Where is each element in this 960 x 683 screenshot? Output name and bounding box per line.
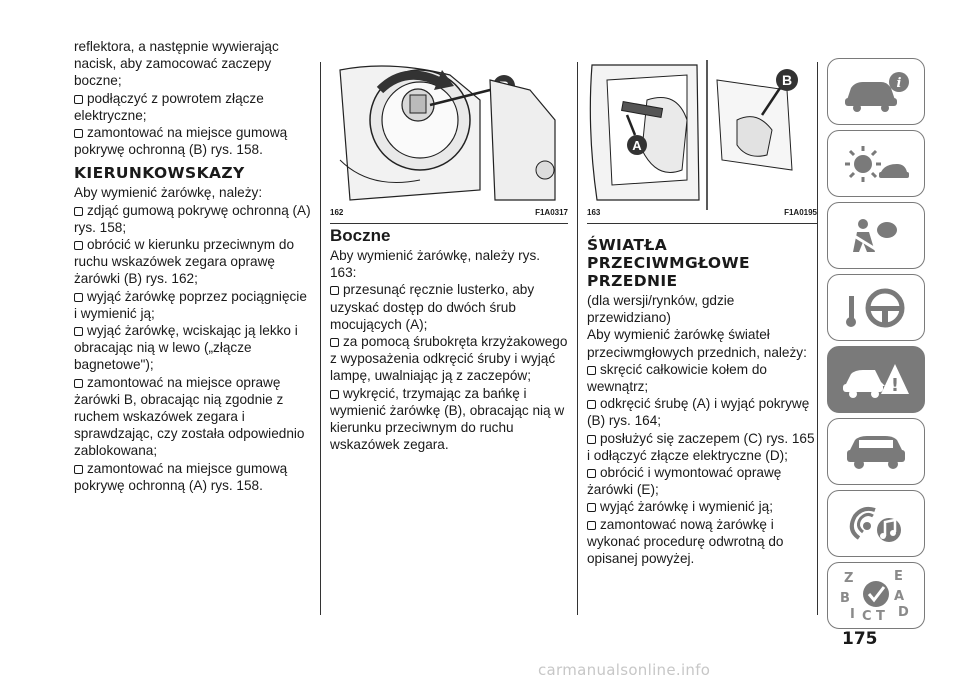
bullet-item: wykręcić, trzymając za bańkę i wymienić żarówkę (B), obracając nią w kierunku przeciwnym do ruchu wskazówek zegara.	[330, 385, 565, 453]
bullet-box-icon	[330, 338, 339, 347]
column-divider	[320, 62, 321, 615]
index-letter: C	[862, 608, 872, 624]
figure-code: F1A0317	[535, 207, 568, 217]
airbag-safety-icon	[841, 214, 911, 258]
intro-text: Aby wymienić żarówkę, należy rys. 163:	[330, 248, 541, 281]
tab-dashboard[interactable]	[827, 130, 925, 197]
index-letter: Z	[844, 570, 854, 586]
column-middle	[330, 60, 568, 453]
tab-index[interactable]	[827, 562, 925, 629]
car-info-icon	[841, 70, 911, 114]
bullet-box-icon	[74, 95, 83, 104]
bullet-box-icon	[74, 129, 83, 138]
bullet-item: skręcić całkowicie kołem do wewnątrz;	[587, 361, 767, 395]
multimedia-icon	[841, 502, 911, 546]
headlamp-bulb-illustration	[330, 60, 568, 210]
bullet-box-icon	[330, 286, 339, 295]
bullet-box-icon	[74, 327, 83, 336]
bullet-box-icon	[587, 366, 596, 375]
bullet-item: posłużyć się zaczepem (C) rys. 165 i odłączyć złącze elektryczne (D);	[587, 430, 815, 463]
side-mirror-lamp-illustration	[587, 60, 817, 210]
steering-key-icon	[841, 286, 911, 330]
bullet-item: obrócić w kierunku przeciwnym do ruchu wskazówek zegara oprawę żarówki (B) rys. 162;	[74, 237, 295, 287]
bullet-box-icon	[330, 390, 339, 399]
chapter-tabs	[827, 58, 925, 634]
index-letter: B	[840, 590, 850, 606]
dashboard-light-icon	[841, 142, 911, 186]
car-emergency-icon	[841, 358, 911, 402]
bullet-item: zamontować na miejsce gumową pokrywę ochronną (A) rys. 158.	[74, 460, 288, 493]
index-letter: E	[894, 568, 903, 584]
bullet-item: odkręcić śrubę (A) i wyjąć pokrywę (B) rys. 164;	[587, 396, 810, 429]
bullet-item: przesunąć ręcznie lusterko, aby uzyskać dostęp do dwóch śrub mocujących (A);	[330, 282, 535, 332]
bullet-box-icon	[587, 521, 596, 530]
intro-text: Aby wymienić żarówkę, należy:	[74, 185, 263, 201]
tab-knowing-the-car[interactable]	[827, 58, 925, 125]
bullet-box-icon	[74, 465, 83, 474]
bullet-item: za pomocą śrubokręta krzyżakowego z wyposażenia odkręcić śruby i wyjąć lampę, uwalniając ją z zaczepów;	[330, 334, 568, 384]
bullet-item: wyjąć żarówkę poprzez pociągnięcie i wymienić ją;	[74, 288, 307, 321]
bullet-item: zamontować nową żarówkę i wykonać procedurę odwrotną do opisanej powyżej.	[587, 516, 784, 567]
bullet-item: wyjąć żarówkę, wciskając ją lekko i obracając nią w lewo („złącze bagnetowe");	[74, 323, 298, 373]
figure-162	[330, 60, 568, 224]
bullet-item: zdjąć gumową pokrywę ochronną (A) rys. 158;	[74, 202, 311, 235]
column-divider	[577, 62, 578, 615]
index-letter: T	[876, 608, 885, 624]
figure-163	[587, 60, 817, 224]
bullet-item: podłączyć z powrotem złącze elektryczne;	[74, 90, 264, 123]
note-text: (dla wersji/rynków, gdzie przewidziano)	[587, 293, 735, 326]
index-letter: I	[850, 606, 855, 622]
figure-number: 163	[587, 207, 601, 217]
index-letter: A	[894, 588, 905, 604]
tab-in-an-emergency[interactable]	[827, 346, 925, 413]
index-letter: D	[898, 604, 909, 620]
section-heading-fog-lights: ŚWIATŁA PRZECIWMGŁOWE PRZEDNIE	[587, 236, 750, 290]
figure-code: F1A0195	[784, 207, 817, 217]
tab-maintenance[interactable]	[827, 418, 925, 485]
car-maintenance-icon	[841, 430, 911, 474]
section-heading-turn-signals: KIERUNKOWSKAZY	[74, 164, 245, 183]
bullet-box-icon	[587, 435, 596, 444]
tab-starting-driving[interactable]	[827, 274, 925, 341]
bullet-box-icon	[587, 400, 596, 409]
column-left	[74, 38, 312, 494]
page-number: 175	[842, 629, 878, 649]
intro-text: Aby wymienić żarówkę świateł przeciwmgłowych przednich, należy:	[587, 327, 807, 360]
bullet-box-icon	[74, 207, 83, 216]
bullet-box-icon	[74, 293, 83, 302]
tab-safety[interactable]	[827, 202, 925, 269]
section-heading-side: Boczne	[330, 226, 391, 245]
bullet-item: zamontować na miejsce oprawę żarówki B, obracając nią zgodnie z ruchem wskazówek zegara i sprawdzając, czy została odpowiednio zablokowana;	[74, 374, 305, 459]
bullet-box-icon	[74, 379, 83, 388]
callout-label-b: B	[781, 72, 793, 88]
figure-number: 162	[330, 207, 344, 217]
bullet-item: zamontować na miejsce gumową pokrywę ochronną (B) rys. 158.	[74, 125, 288, 158]
paragraph: reflektora, a następnie wywierając nacisk, aby zamocować zaczepy boczne;	[74, 39, 279, 89]
bullet-box-icon	[587, 469, 596, 478]
bullet-box-icon	[74, 241, 83, 250]
bullet-box-icon	[587, 503, 596, 512]
bullet-item: obrócić i wymontować oprawę żarówki (E);	[587, 465, 782, 498]
bullet-item: wyjąć żarówkę i wymienić ją;	[587, 498, 817, 515]
svg-text:i: i	[896, 75, 902, 91]
svg-text:!: !	[890, 374, 900, 396]
tab-multimedia[interactable]	[827, 490, 925, 557]
watermark[interactable]: carmanualsonline.info	[538, 661, 711, 679]
alphabetical-index-icon	[836, 568, 916, 624]
callout-label-a: A	[632, 138, 642, 153]
column-right	[587, 60, 817, 567]
column-divider	[817, 62, 818, 615]
